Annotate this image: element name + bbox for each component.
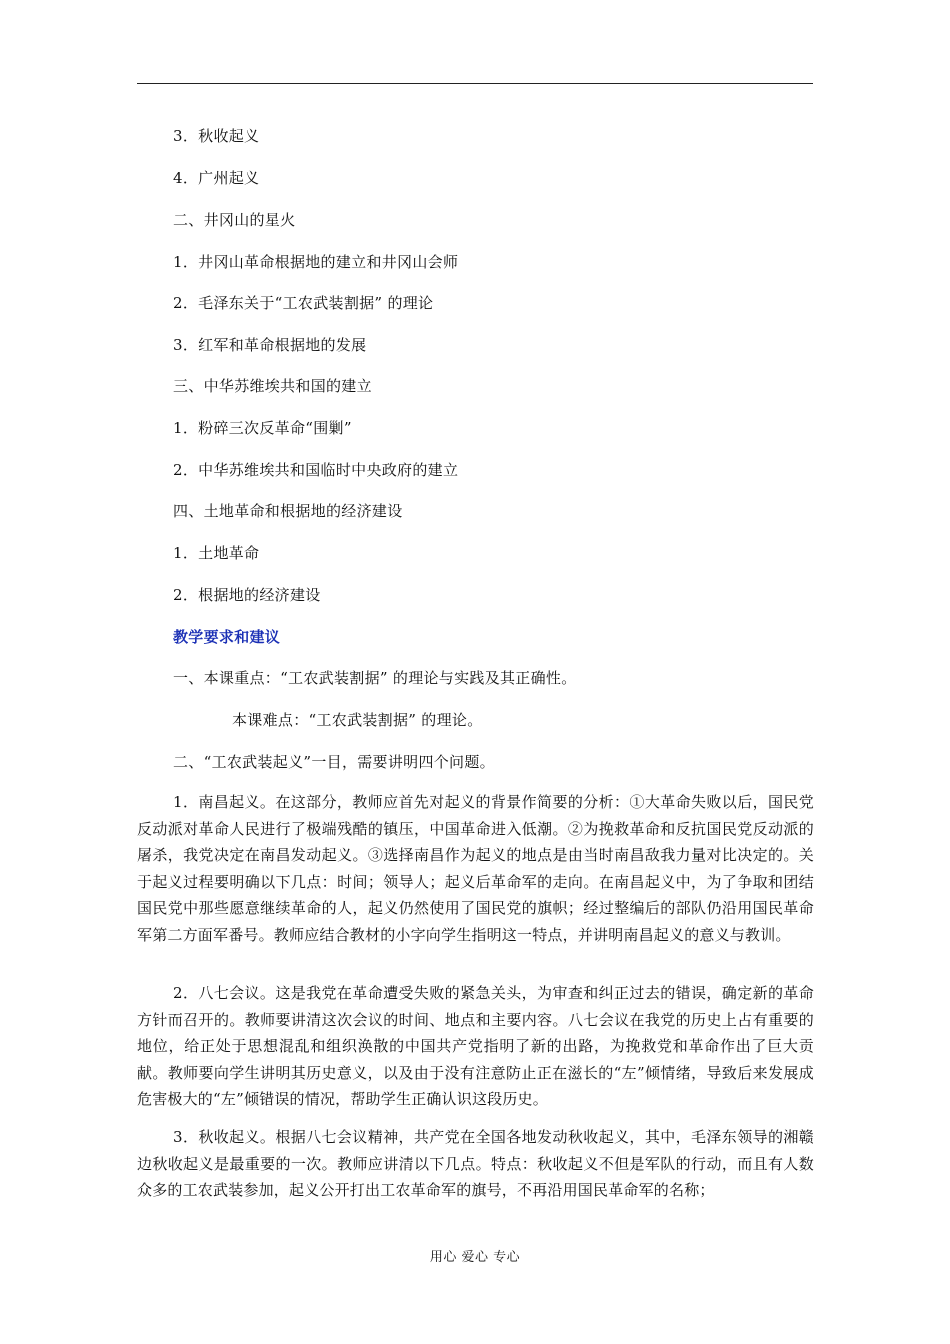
outline-item: 4．广州起义: [173, 169, 260, 187]
difficulty-point: 本课难点：“工农武装割据” 的理论。: [232, 711, 483, 729]
outline-heading: 二、井冈山的星火: [173, 211, 296, 229]
header-rule: [137, 83, 813, 84]
outline-item: 1．粉碎三次反革命“围剿”: [173, 419, 352, 437]
key-point: 一、本课重点：“工农武装割据” 的理论与实践及其正确性。: [173, 669, 577, 687]
paragraph-baqi: 2．八七会议。这是我党在革命遭受失败的紧急关头，为审查和纠正过去的错误，确定新的革命方针而召开的。教师要讲清这次会议的时间、地点和主要内容。八七会议在我党的历史上占有重要的地位，给正处于思想混乱和组织涣散的中国共产党指明了新的出路，为挽救党和革命作出了巨大贡献。教师要向学生讲明其历史意义，以及由于没有注意防止正在滋长的“左”倾情绪，导致后来发展成危害极大的“左”倾错误的情况，帮助学生正确认识这段历史。: [137, 984, 814, 1108]
outline-item: 3．秋收起义: [173, 127, 260, 145]
outline-heading: 四、土地革命和根据地的经济建设: [173, 502, 403, 520]
outline-item: 1．土地革命: [173, 544, 260, 562]
part-two-heading: 二、“工农武装起义”一目，需要讲明四个问题。: [173, 753, 495, 771]
paragraph-qiushou: 3．秋收起义。根据八七会议精神，共产党在全国各地发动秋收起义，其中，毛泽东领导的湘赣边秋收起义是最重要的一次。教师应讲清以下几点。特点：秋收起义不但是军队的行动，而且有人数众多的工农武装参加，起义公开打出工农革命军的旗号，不再沿用国民革命军的名称；: [137, 1128, 814, 1199]
outline-item: 2．根据地的经济建设: [173, 586, 321, 604]
outline-item: 2．毛泽东关于“工农武装割据” 的理论: [173, 294, 434, 312]
outline-item: 3．红军和革命根据地的发展: [173, 336, 367, 354]
outline-heading: 三、中华苏维埃共和国的建立: [173, 377, 372, 395]
section-heading: 教学要求和建议: [173, 628, 281, 646]
page-footer: 用心 爱心 专心: [429, 1250, 521, 1265]
outline-item: 2．中华苏维埃共和国临时中央政府的建立: [173, 461, 459, 479]
paragraph-nanchang: 1．南昌起义。在这部分，教师应首先对起义的背景作简要的分析：①大革命失败以后，国民党反动派对革命人民进行了极端残酷的镇压，中国革命进入低潮。②为挽救革命和反抗国民党反动派的屠杀，我党决定在南昌发动起义。③选择南昌作为起义的地点是由当时南昌敌我力量对比决定的。关于起义过程要明确以下几点：时间；领导人；起义后革命军的走向。在南昌起义中，为了争取和团结国民党中那些愿意继续革命的人，起义仍然使用了国民党的旗帜；经过整编后的部队仍沿用国民革命军第二方面军番号。教师应结合教材的小字向学生指明这一特点，并讲明南昌起义的意义与教训。: [137, 793, 814, 944]
outline-item: 1．井冈山革命根据地的建立和井冈山会师: [173, 253, 459, 271]
